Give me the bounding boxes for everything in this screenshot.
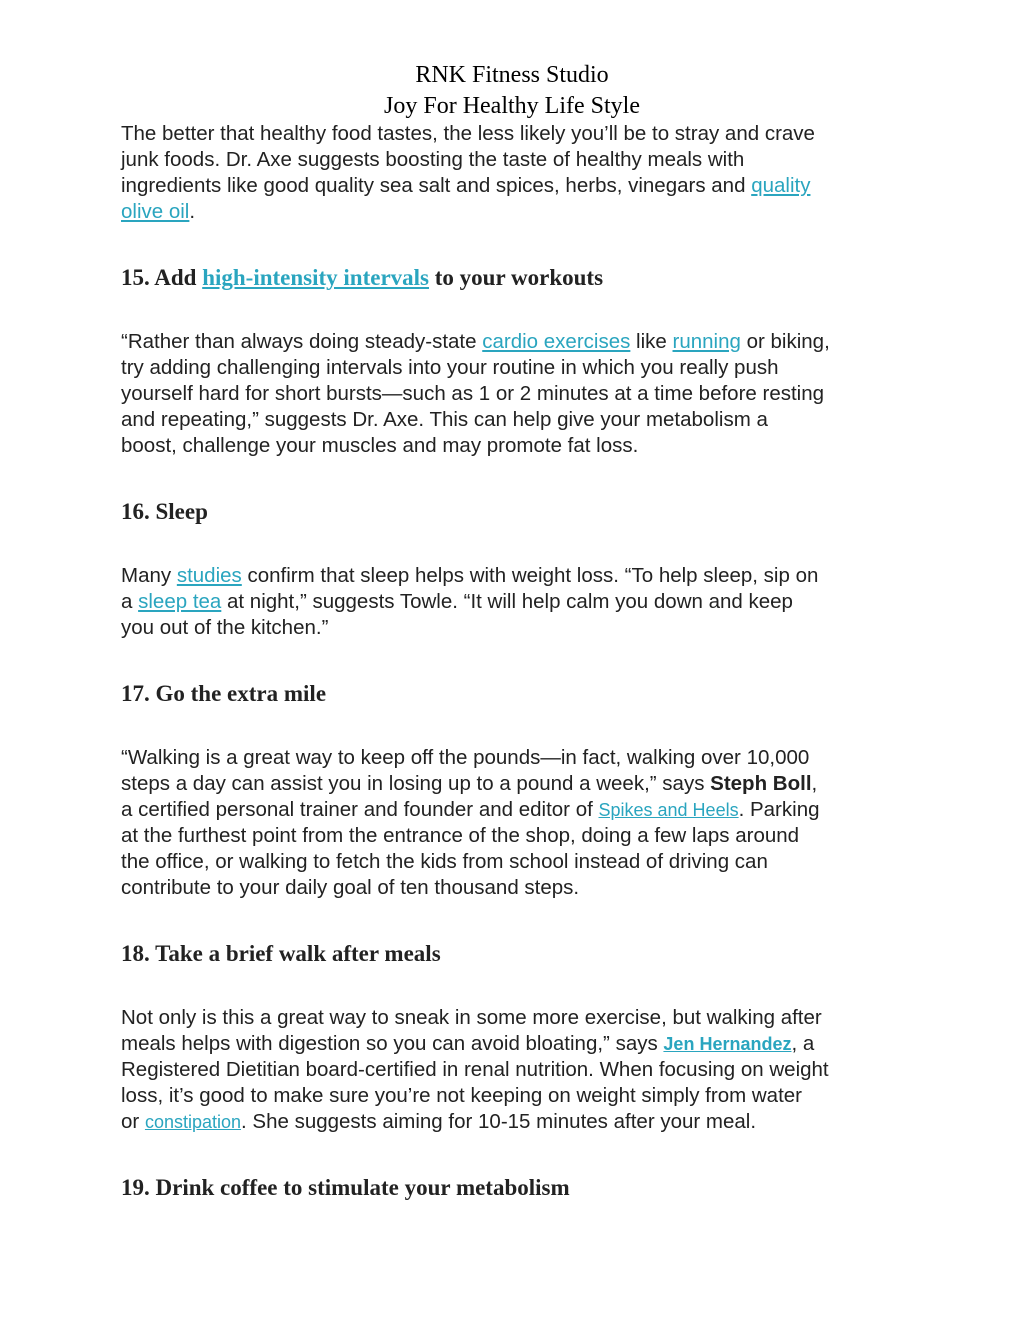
s18-line-3: Registered Dietitian board-certified in renal nutrition. When focusing on weight <box>121 1058 829 1081</box>
s17-line-3 <box>121 797 921 823</box>
s16-line-1 <box>121 563 921 589</box>
intro-paragraph <box>121 121 921 225</box>
s17-line-6: contribute to your daily goal of ten thousand steps. <box>121 876 580 899</box>
intro-line-1: The better that healthy food tastes, the less likely you’ll be to stray and crave <box>121 122 815 145</box>
section-15-paragraph <box>121 329 921 459</box>
s18-line-5-pre: or <box>121 1110 145 1133</box>
heading-16: 16. Sleep <box>121 499 208 524</box>
s15-line-1-mid: like <box>630 330 673 353</box>
s16-line-2-pre: a <box>121 590 139 613</box>
s16-line-3: you out of the kitchen.” <box>121 616 329 639</box>
studio-tagline: Joy For Healthy Life Style <box>384 93 640 119</box>
studies-link[interactable]: studies <box>176 564 242 587</box>
s15-line-1-pre: “Rather than always doing steady-state <box>121 330 483 353</box>
s17-line-1: “Walking is a great way to keep off the pounds—in fact, walking over 10,000 <box>121 746 810 769</box>
studio-name: RNK Fitness Studio <box>415 62 609 88</box>
steph-boll-name: Steph Boll <box>710 772 812 795</box>
s17-line-2-post: , <box>811 772 818 795</box>
heading-17: 17. Go the extra mile <box>121 681 327 706</box>
heading-15-prefix: 15. Add <box>121 265 203 290</box>
heading-18: 18. Take a brief walk after meals <box>121 941 441 966</box>
s17-line-3-pre: a certified personal trainer and founder and editor of <box>121 798 599 821</box>
cardio-exercises-link[interactable]: cardio exercises <box>482 330 631 353</box>
heading-15-suffix: to your workouts <box>429 265 604 290</box>
section-18-paragraph <box>121 1005 921 1135</box>
s18-line-4: loss, it’s good to make sure you’re not keeping on weight simply from water <box>121 1084 803 1107</box>
s18-line-2-post: , a <box>791 1032 815 1055</box>
intro-line-3 <box>121 173 921 199</box>
s18-line-5 <box>121 1109 921 1135</box>
s17-line-3-post: . Parking <box>738 798 820 821</box>
s15-line-5: boost, challenge your muscles and may promote fat loss. <box>121 434 639 457</box>
s16-line-2 <box>121 589 921 615</box>
s18-line-2-pre: meals helps with digestion so you can avoid bloating,” says <box>121 1032 664 1055</box>
s17-line-5: the office, or walking to fetch the kids from school instead of driving can <box>121 850 768 873</box>
s18-line-1: Not only is this a great way to sneak in some more exercise, but walking after <box>121 1006 822 1029</box>
section-17-paragraph <box>121 745 921 901</box>
s16-line-1-pre: Many <box>121 564 177 587</box>
s16-line-1-post: confirm that sleep helps with weight loss. “To help sleep, sip on <box>241 564 819 587</box>
sleep-tea-link[interactable]: sleep tea <box>138 590 222 613</box>
s17-line-2 <box>121 771 921 797</box>
s17-line-2-pre: steps a day can assist you in losing up to a pound a week,” says <box>121 772 711 795</box>
s18-line-2 <box>121 1031 921 1057</box>
jen-hernandez-link[interactable]: Jen Hernandez <box>663 1034 792 1054</box>
s18-line-5-post: . She suggests aiming for 10-15 minutes after your meal. <box>241 1110 757 1133</box>
s15-line-4: and repeating,” suggests Dr. Axe. This can help give your metabolism a <box>121 408 768 431</box>
running-link[interactable]: running <box>672 330 741 353</box>
s15-line-1-post: or biking, <box>740 330 830 353</box>
constipation-link[interactable]: constipation <box>144 1112 242 1132</box>
s16-line-2-post: at night,” suggests Towle. “It will help calm you down and keep <box>221 590 793 613</box>
section-16-paragraph <box>121 563 921 641</box>
intro-line-2: junk foods. Dr. Axe suggests boosting the taste of healthy meals with <box>121 148 745 171</box>
intro-line-4 <box>121 199 921 225</box>
heading-19: 19. Drink coffee to stimulate your metabolism <box>121 1175 570 1200</box>
intro-line-3-text: ingredients like good quality sea salt and spices, herbs, vinegars and <box>121 174 752 197</box>
intro-line-4-text: . <box>189 200 196 223</box>
quality-olive-oil-link[interactable]: quality <box>751 174 811 197</box>
s15-line-1 <box>121 329 921 355</box>
high-intensity-intervals-link[interactable]: high-intensity intervals <box>202 265 430 290</box>
s17-line-4: at the furthest point from the entrance of the shop, doing a few laps around <box>121 824 800 847</box>
olive-oil-link[interactable]: olive oil <box>121 200 190 223</box>
s15-line-3: yourself hard for short bursts—such as 1 or 2 minutes at a time before resting <box>121 382 825 405</box>
s15-line-2: try adding challenging intervals into your routine in which you really push <box>121 356 779 379</box>
spikes-and-heels-link[interactable]: Spikes and Heels <box>598 800 739 820</box>
heading-15 <box>121 264 921 292</box>
